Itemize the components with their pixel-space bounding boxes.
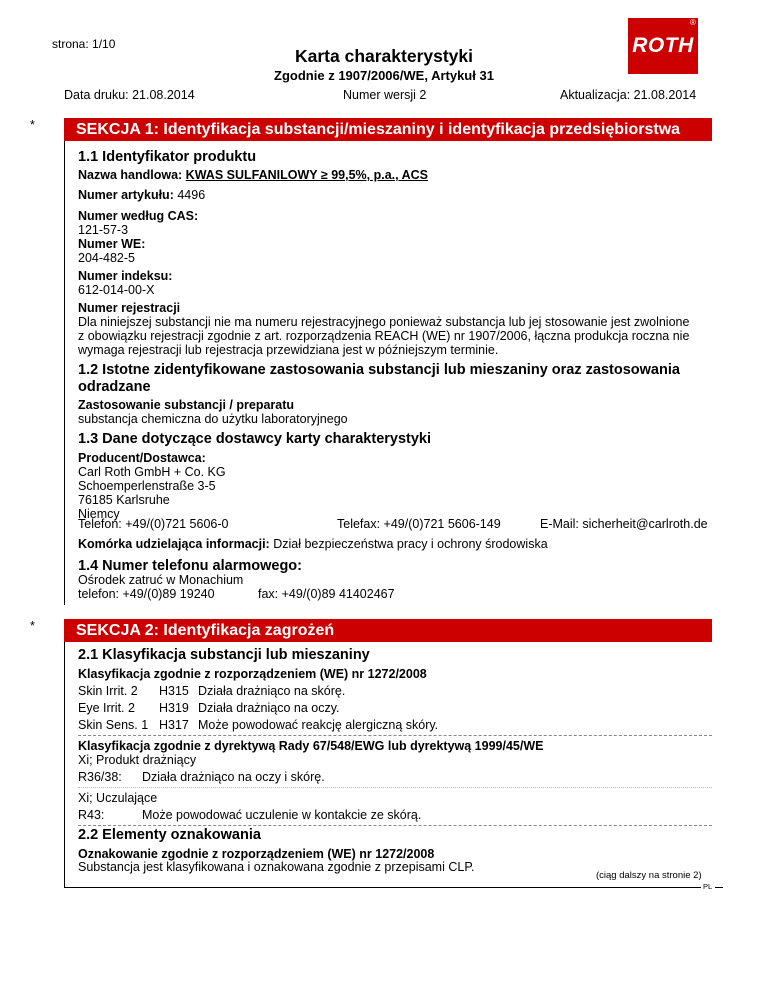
language-code: PL: [703, 882, 713, 891]
hazard-statement: Może powodować reakcję alergiczną skóry.: [198, 718, 439, 732]
dsd-symbol: Xi; Produkt drażniący: [78, 753, 197, 767]
index-block: Numer indeksu: 612-014-00-X: [78, 269, 173, 297]
subsection-1-4-title: 1.4 Numer telefonu alarmowego:: [78, 558, 302, 574]
subsection-2-1-title: 2.1 Klasyfikacja substancji lub mieszaniny: [78, 647, 370, 663]
update-date: Aktualizacja: 21.08.2014: [560, 88, 697, 102]
clp-classification-label: Klasyfikacja zgodnie z rozporządzeniem (WE) nr 1272/2008: [78, 667, 427, 681]
section-2-rule: [64, 642, 65, 888]
clp-class: Eye Irrit. 2: [78, 701, 135, 715]
section-1-rule: [64, 141, 65, 605]
dsd-classification-label: Klasyfikacja zgodnie z dyrektywą Rady 67/548/EWG lub dyrektywą 1999/45/WE: [78, 739, 544, 753]
subsection-2-2-title: 2.2 Elementy oznakowania: [78, 827, 261, 843]
trade-name: Nazwa handlowa: KWAS SULFANILOWY ≥ 99,5%, p.a., ACS: [78, 168, 428, 182]
risk-code: R36/38:: [78, 770, 122, 784]
risk-code: R43:: [78, 808, 105, 822]
document-subtitle: Zgodnie z 1907/2006/WE, Artykuł 31: [274, 68, 494, 83]
supplier-phone: Telefon: +49/(0)721 5606-0: [78, 517, 229, 531]
print-date: Data druku: 21.08.2014: [64, 88, 195, 102]
footer-rule-end: [715, 887, 723, 888]
divider: [78, 735, 712, 736]
supplier-block: Producent/Dostawca: Carl Roth GmbH + Co. KG Schoemperlenstraße 3-5 76185 Karlsruhe Niemcy: [78, 451, 226, 521]
cas-block: Numer według CAS: 121-57-3 Numer WE: 204-482-5: [78, 209, 199, 265]
roth-logo: ROTH: [628, 18, 698, 74]
clp-class: Skin Irrit. 2: [78, 684, 138, 698]
continued-note: (ciąg dalszy na stronie 2): [596, 870, 702, 881]
subsection-1-2-title: 1.2 Istotne zidentyfikowane zastosowania substancji lub mieszaniny oraz zastosowania odradzane: [78, 362, 680, 395]
clp-class: Skin Sens. 1: [78, 718, 149, 732]
article-number: Numer artykułu: 4496: [78, 188, 206, 202]
subsection-1-3-title: 1.3 Dane dotyczące dostawcy karty charakterystyki: [78, 431, 432, 447]
dotted-divider: [78, 787, 712, 788]
page-number: strona: 1/10: [52, 37, 116, 51]
dsd-symbol: Xi; Uczulające: [78, 791, 158, 805]
info-department: Komórka udzielająca informacji: Dział bezpieczeństwa pracy i ochrony środowiska: [78, 537, 548, 551]
labelling-text: Substancja jest klasyfikowana i oznakowana zgodnie z przepisami CLP.: [78, 860, 475, 874]
version-number: Numer wersji 2: [343, 88, 427, 102]
hazard-code: H317: [159, 718, 189, 732]
hazard-statement: Działa drażniąco na skórę.: [198, 684, 346, 698]
trade-name-value: KWAS SULFANILOWY ≥ 99,5%, p.a., ACS: [185, 168, 428, 182]
labelling-label: Oznakowanie zgodnie z rozporządzeniem (WE) nr 1272/2008: [78, 847, 435, 861]
supplier-fax: Telefax: +49/(0)721 5606-149: [337, 517, 501, 531]
hazard-code: H315: [159, 684, 189, 698]
registration-block: Numer rejestracji Dla niniejszej substancji nie ma numeru rejestracyjnego ponieważ substancja lub jej stosowanie jest zwolnione z obowiązku rejestracji zgodnie z art. rozporządzenia REACH (WE) nr 1907/2006, łączna produkcja roczna nie wymaga rejestracji lub rejestracja przewidziana jest w późniejszym terminie.: [78, 301, 690, 357]
footer-rule: [64, 887, 701, 888]
emergency-phone: telefon: +49/(0)89 19240: [78, 587, 215, 601]
supplier-email[interactable]: E-Mail: sicherheit@carlroth.de: [540, 517, 708, 531]
section-1-heading: SEKCJA 1: Identyfikacja substancji/mieszaniny i identyfikacja przedsiębiorstwa: [64, 118, 712, 141]
hazard-statement: Działa drażniąco na oczy.: [198, 701, 340, 715]
subsection-1-1-title: 1.1 Identyfikator produktu: [78, 149, 257, 165]
change-marker: *: [30, 118, 35, 132]
risk-phrase: Działa drażniąco na oczy i skórę.: [142, 770, 325, 784]
document-title: Karta charakterystyki: [294, 46, 474, 66]
section-2-heading: SEKCJA 2: Identyfikacja zagrożeń: [64, 619, 712, 642]
use-block: Zastosowanie substancji / preparatu substancja chemiczna do użytku laboratoryjnego: [78, 398, 348, 426]
divider: [78, 825, 712, 826]
emergency-fax: fax: +49/(0)89 41402467: [258, 587, 395, 601]
risk-phrase: Może powodować uczulenie w kontakcie ze skórą.: [142, 808, 422, 822]
registered-mark: ®: [690, 18, 696, 27]
emergency-center: Ośrodek zatruć w Monachium: [78, 573, 244, 587]
change-marker-2: *: [30, 619, 35, 633]
hazard-code: H319: [159, 701, 189, 715]
